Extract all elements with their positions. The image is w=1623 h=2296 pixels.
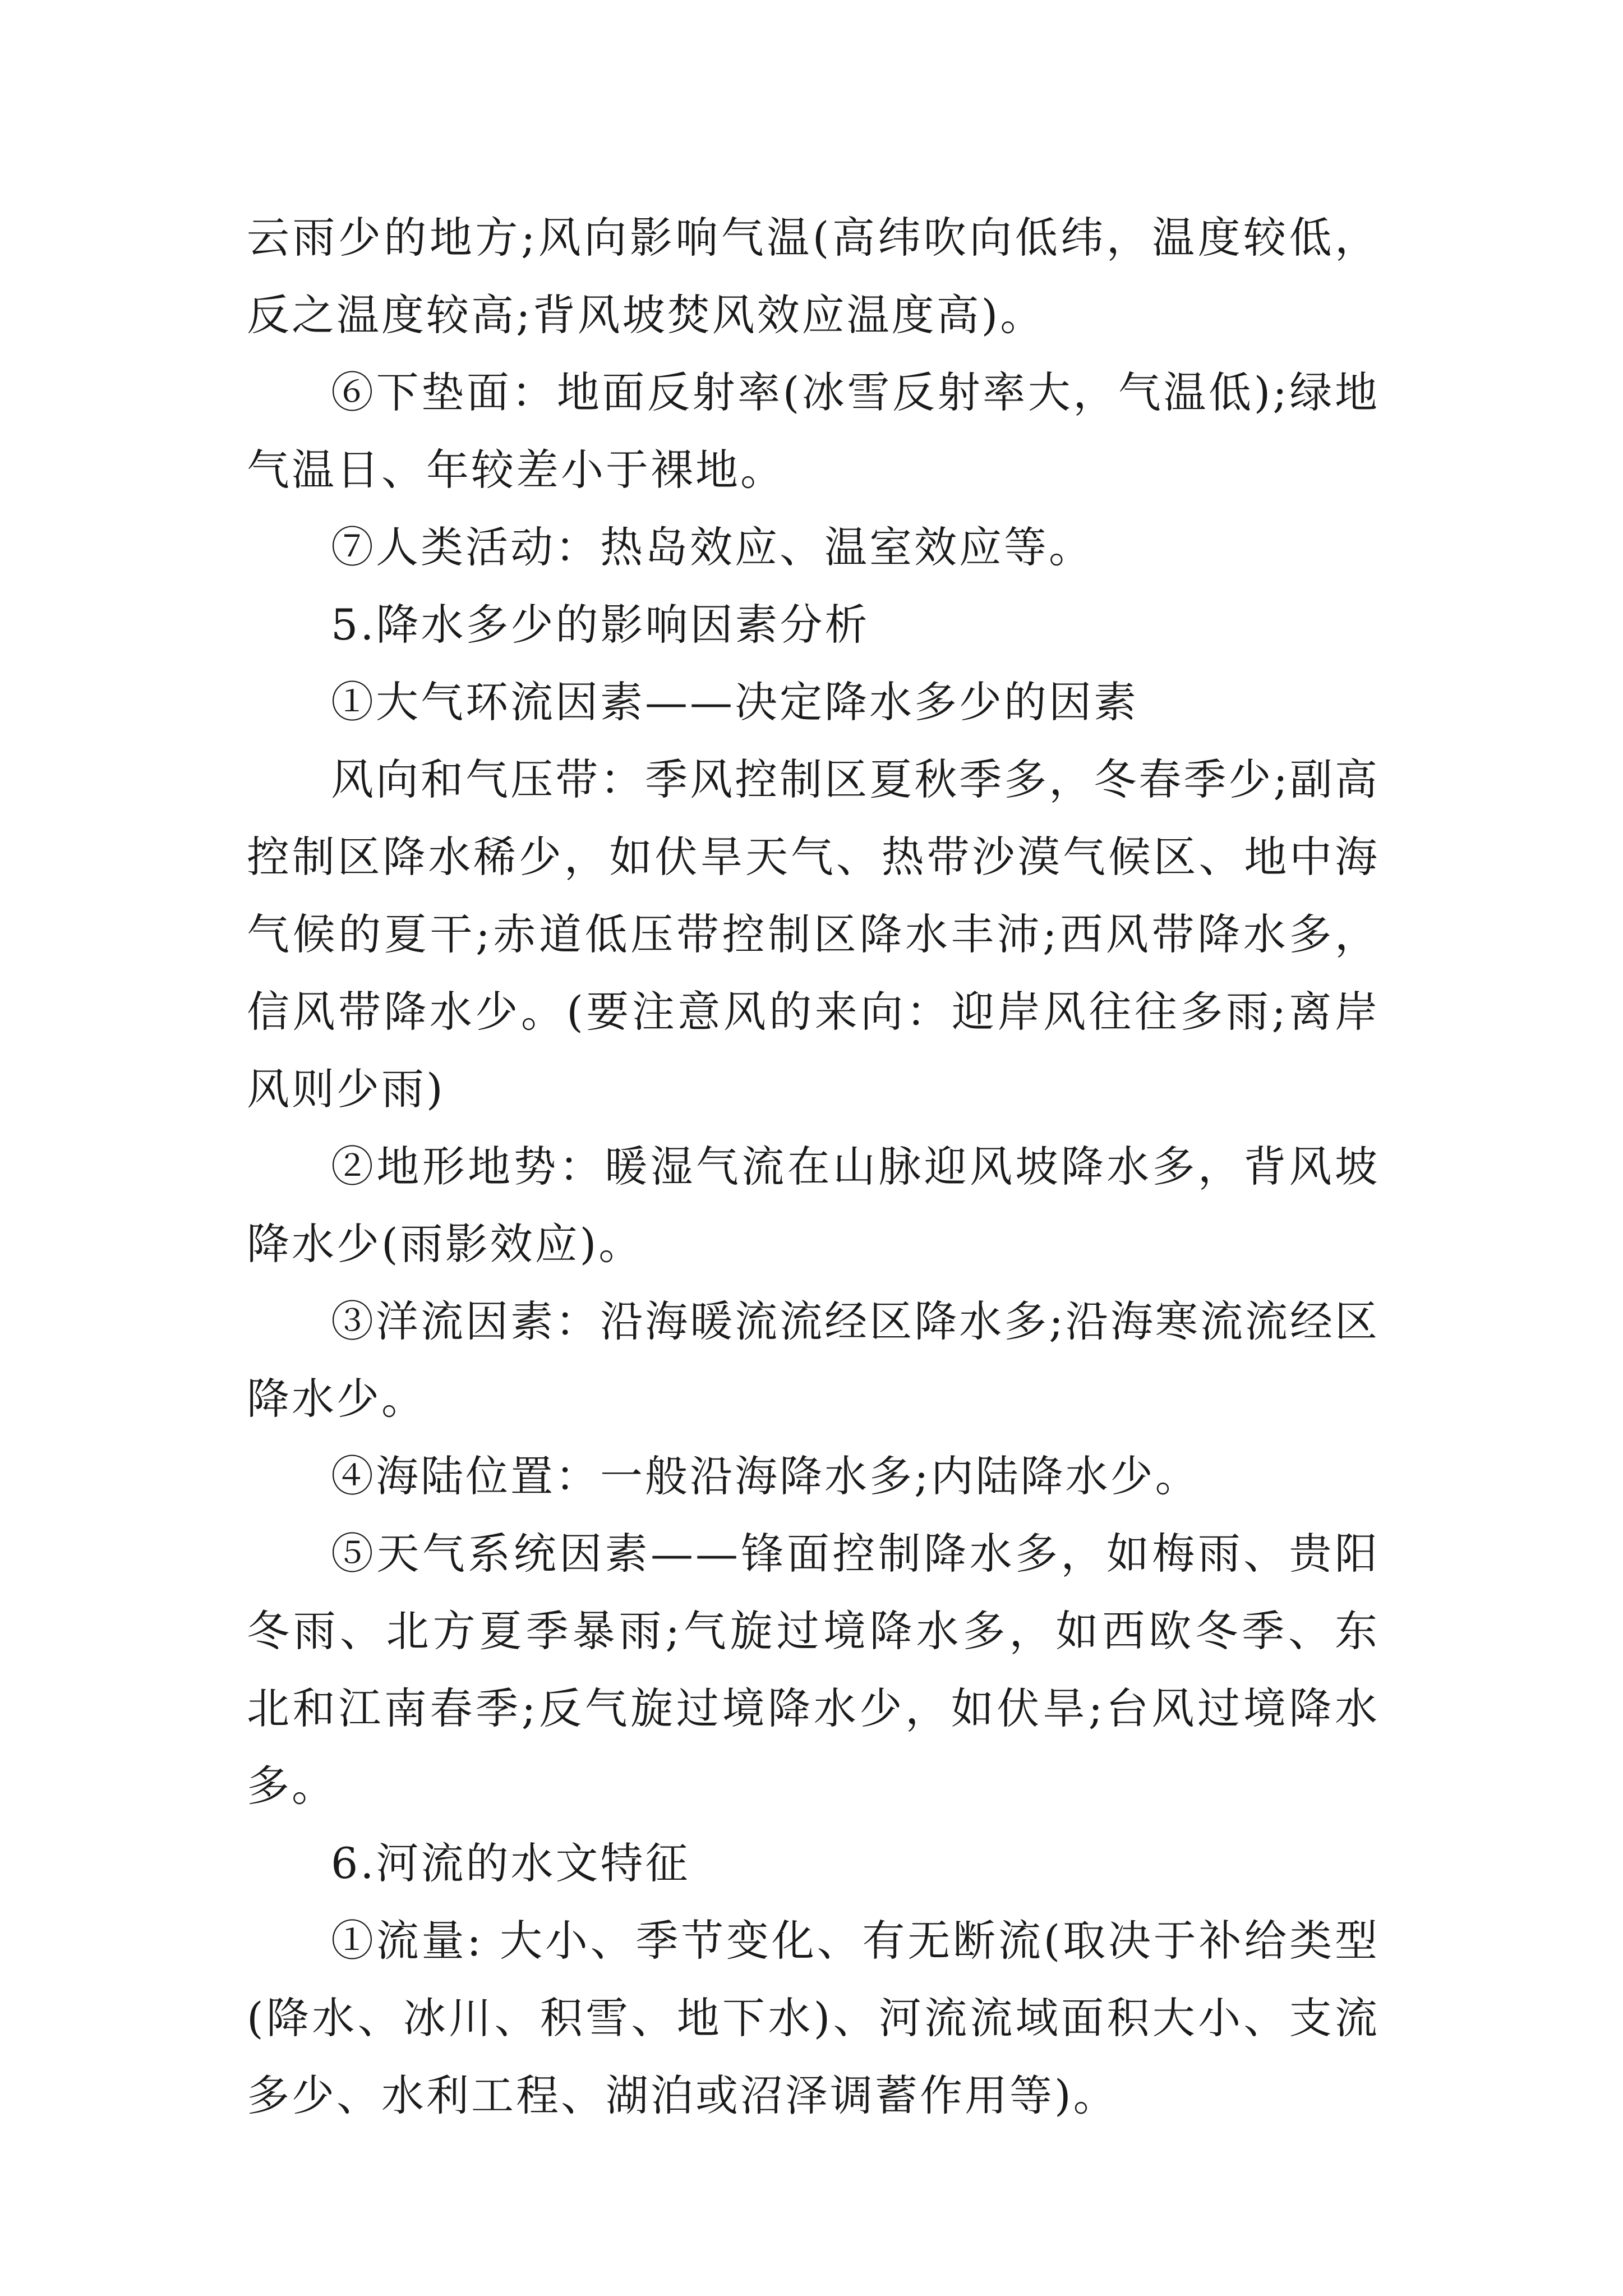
document-body bbox=[247, 199, 1380, 2134]
paragraph-wind-pressure-belts: 风向和气压带：季风控制区夏秋季多，冬春季少;副高控制区降水稀少，如伏旱天气、热带沙漠气候区、地中海气候的夏干;赤道低压带控制区降水丰沛;西风带降水多，信风带降水少。(要注意风的来向：迎岸风往往多雨;离岸风则少雨) bbox=[247, 754, 1380, 1114]
section-heading-river-hydrology: 6.河流的水文特征 bbox=[331, 1838, 690, 1888]
paragraph-terrain: ②地形地势：暖湿气流在山脉迎风坡降水多，背风坡降水少(雨影效应)。 bbox=[247, 1142, 1380, 1269]
paragraph-land-sea-position: ④海陆位置：一般沿海降水多;内陆降水少。 bbox=[331, 1451, 1200, 1501]
paragraph-temperature-wind: 云雨少的地方;风向影响气温(高纬吹向低纬，温度较低，反之温度较高;背风坡焚风效应温度高)。 bbox=[247, 213, 1380, 340]
paragraph-atmospheric-circulation: ①大气环流因素——决定降水多少的因素 bbox=[331, 677, 1138, 727]
section-heading-precipitation: 5.降水多少的影响因素分析 bbox=[331, 600, 870, 650]
paragraph-underlying-surface: ⑥下垫面：地面反射率(冰雪反射率大，气温低);绿地气温日、年较差小于裸地。 bbox=[247, 367, 1380, 495]
paragraph-human-activity: ⑦人类活动：热岛效应、温室效应等。 bbox=[331, 522, 1094, 572]
paragraph-ocean-currents: ③洋流因素：沿海暖流流经区降水多;沿海寒流流经区降水少。 bbox=[247, 1296, 1380, 1424]
paragraph-weather-systems: ⑤天气系统因素——锋面控制降水多，如梅雨、贵阳冬雨、北方夏季暴雨;气旋过境降水多，如西欧冬季、东北和江南春季;反气旋过境降水少，如伏旱;台风过境降水多。 bbox=[247, 1529, 1380, 1811]
paragraph-river-flow: ①流量: 大小、季节变化、有无断流(取决于补给类型(降水、冰川、积雪、地下水)、河流流域面积大小、支流多少、水利工程、湖泊或沼泽调蓄作用等)。 bbox=[247, 1916, 1380, 2120]
